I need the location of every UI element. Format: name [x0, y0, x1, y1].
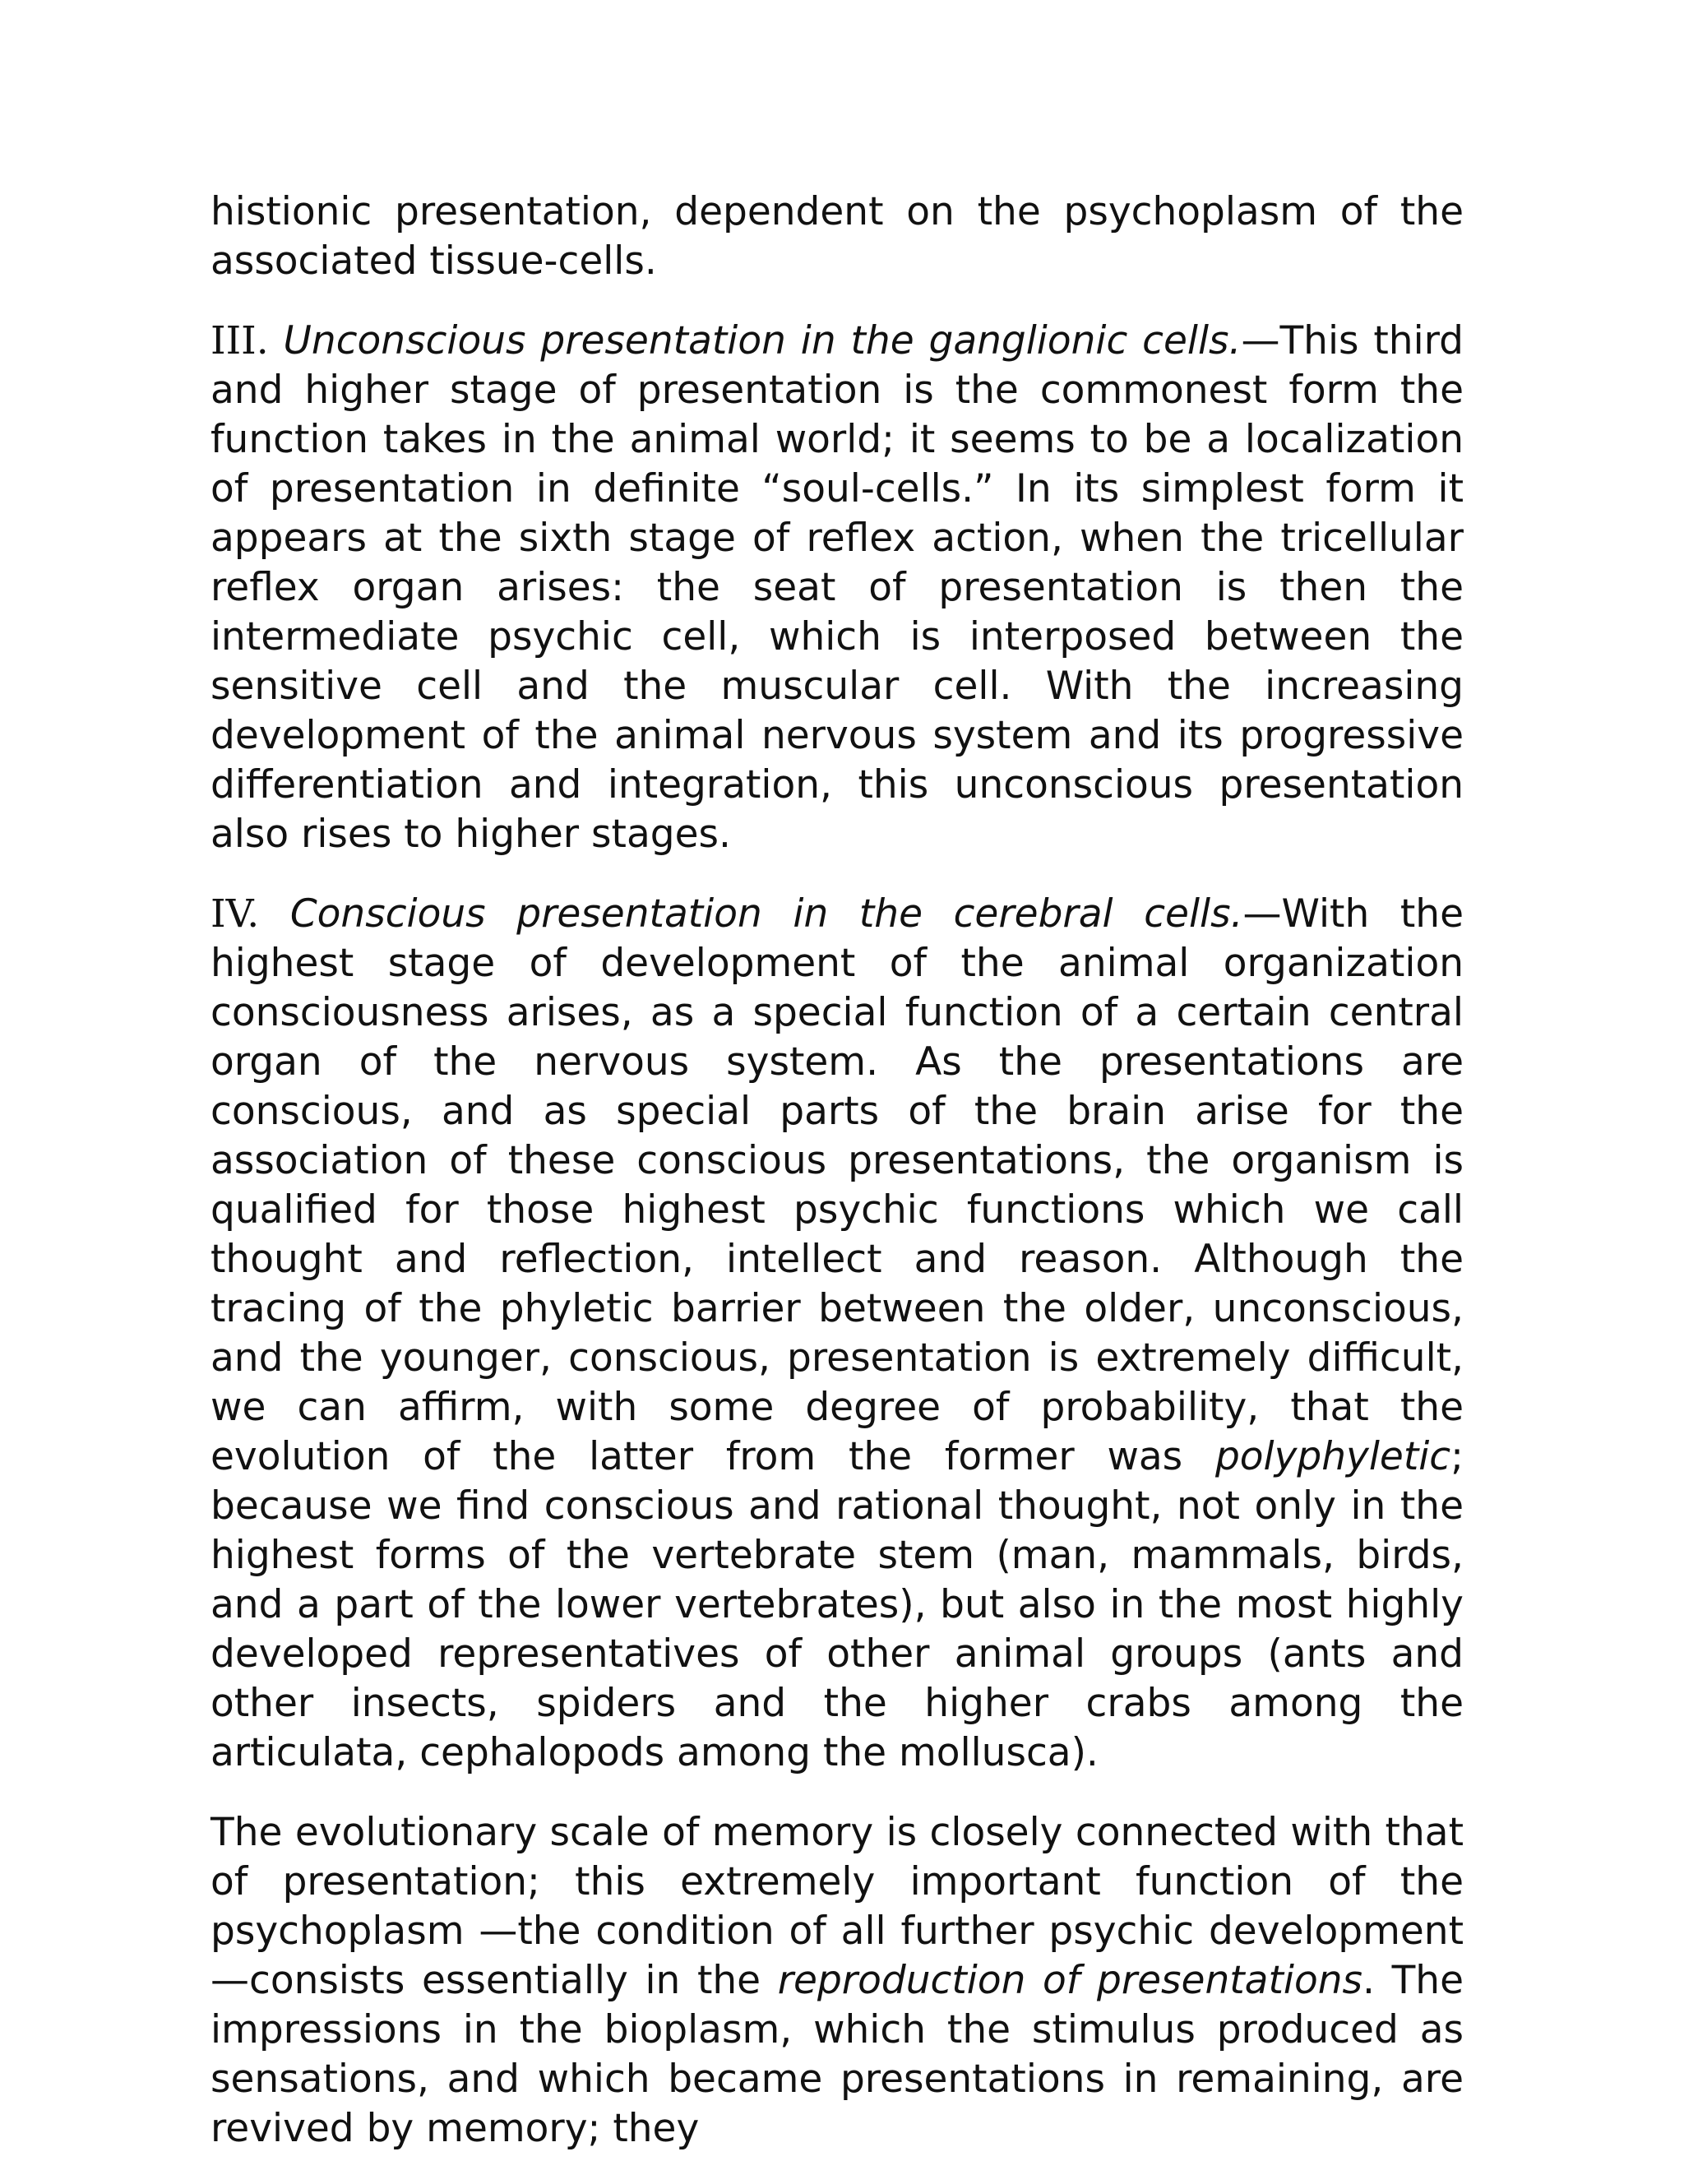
paragraph-3-body-end: ; because we find conscious and rational thought, not only in the highest forms of the vertebrate stem (man, mammals, birds, and a part of the lower vertebrates), but also in the most highly developed representatives of other animal groups (ants and other insects, spiders and the higher crabs among the articulata, cephalopods among the mollusca).: [210, 1434, 1464, 1775]
section-numeral-iv: IV.: [210, 891, 260, 937]
paragraph-3-body-start: —With the highest stage of development of the animal organization consciousness arises, as a special function of a certain central organ of the nervous system. As the presentations are conscious, and as special parts of the brain arise for the association of these conscious presentations, the organism is qualified for those highest psychic functions which we call thought and reflection, intellect and reason. Although the tracing of the phyletic barrier between the older, unconscious, and the younger, conscious, presentation is extremely difficult, we can affirm, with some degree of probability, that the evolution of the latter from the former was: [210, 891, 1464, 1479]
emphasis-polyphyletic: polyphyletic: [1214, 1434, 1451, 1479]
paragraph-4-body-end: . The impressions in the bioplasm, which the stimulus produced as sensations, and which became presentations in remaining, are revived by memory; they: [210, 1958, 1464, 2151]
paragraph-2-body: —This third and higher stage of presentation is the commonest form the function takes in the animal world; it seems to be a localization of presentation in definite “soul-cells.” In its simplest form it appears at the sixth stage of reflex action, when the tricellular reflex organ arises: the seat of presentation is then the intermediate psychic cell, which is interposed between the sensitive cell and the muscular cell. With the increasing development of the animal nervous system and its progressive differentiation and integration, this unconscious presentation also rises to higher stages.: [210, 318, 1464, 857]
section-heading-unconscious: Unconscious presentation in the ganglionic cells.: [283, 318, 1242, 363]
paragraph-1-text: histionic presentation, dependent on the psychoplasm of the associated tissue-cells.: [210, 189, 1464, 284]
paragraph-4: [210, 1808, 1464, 2154]
emphasis-reproduction: reproduction of presentations: [777, 1958, 1362, 2003]
section-numeral-iii: III.: [210, 318, 269, 363]
document-page: [210, 187, 1464, 2184]
paragraph-3: [210, 890, 1464, 1778]
section-heading-conscious: Conscious presentation in the cerebral cells.: [289, 891, 1243, 937]
paragraph-4-body-start: The evolutionary scale of memory is closely connected with that of presentation; this extremely important function of the psychoplasm —the condition of all further psychic development—consists essentially in the: [210, 1810, 1464, 2003]
paragraph-2: [210, 317, 1464, 859]
paragraph-1: [210, 187, 1464, 286]
